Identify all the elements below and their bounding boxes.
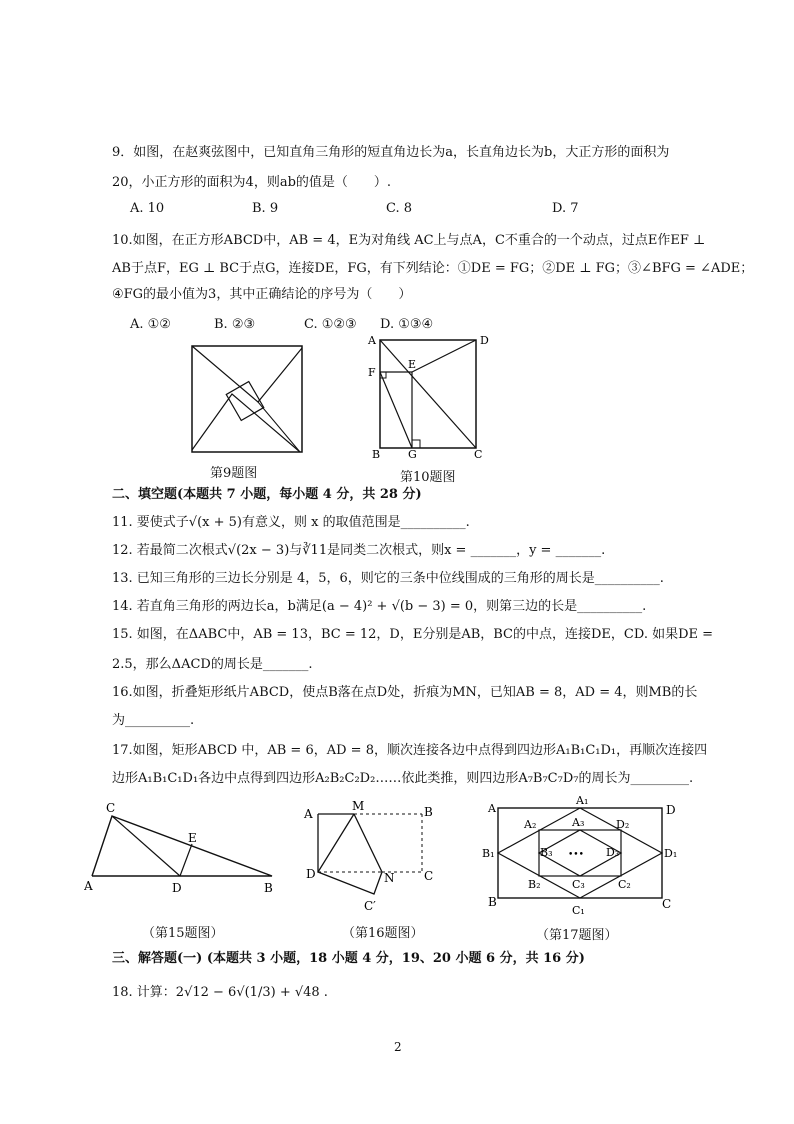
figure-9-caption: 第9题图 (210, 466, 258, 481)
fig17-label-d1: D₁ (664, 847, 678, 860)
fig16-label-b: B (424, 805, 433, 819)
q14: 14. 若直角三角形的两边长a，b满足(a − 4)² + √(b − 3) = 0，则第三边的长是__________. (112, 599, 647, 614)
fig17-label-c2: C₂ (618, 878, 631, 891)
fig17-label-b2: B₂ (528, 878, 541, 891)
fig17-label-d: D (666, 803, 676, 817)
q15-line2: 2.5，那么ΔACD的周长是_______. (112, 657, 313, 672)
q9-option-b: B. 9 (252, 201, 279, 216)
fig16-label-a: A (304, 807, 313, 821)
q10-option-a: A. ①② (130, 317, 171, 332)
figure-10-square (364, 332, 494, 462)
q16-line2: 为__________. (112, 713, 195, 728)
page-number: 2 (394, 1040, 402, 1054)
fig10-label-d: D (480, 334, 489, 347)
q15-line1: 15. 如图，在ΔABC中，AB = 13，BC = 12，D，E分别是AB，BC的中点，连接DE，CD. 如果DE = (112, 627, 714, 642)
fig10-label-b: B (372, 448, 381, 461)
q13: 13. 已知三角形的三边长分别是 4，5，6，则它的三条中位线围成的三角形的周长是__________. (112, 571, 664, 586)
q9-line2: 20，小正方形的面积为4，则ab的值是（ ）. (112, 175, 392, 190)
figure-10-caption: 第10题图 (400, 470, 456, 485)
fig17-label-d2: D₂ (616, 818, 630, 831)
fig10-label-c: C (474, 448, 483, 461)
fig17-label-c1: C₁ (572, 904, 585, 917)
q10-option-c: C. ①②③ (304, 317, 357, 332)
fig10-label-f: F (368, 366, 376, 379)
q11: 11. 要使式子√(x + 5)有意义，则 x 的取值范围是__________. (112, 515, 470, 530)
fig10-label-e: E (408, 358, 417, 371)
q9-option-a: A. 10 (130, 201, 165, 216)
fig15-label-b: B (264, 881, 273, 895)
q10-option-b: B. ②③ (214, 317, 256, 332)
fig17-label-d3: D₃ (606, 846, 620, 859)
section-3-heading: 三、解答题(一) (本题共 3 小题，18 小题 4 分，19、20 小题 6 分，共 16 分) (112, 951, 585, 966)
q18: 18. 计算：2√12 − 6√(1/3) + √48 . (112, 985, 328, 1000)
fig17-label-a3: A₃ (572, 816, 585, 829)
fig16-label-n: N (384, 871, 395, 885)
fig17-label-a2: A₂ (524, 818, 537, 831)
q10-line1: 10.如图，在正方形ABCD中，AB = 4，E为对角线 AC上与点A，C不重合的一个动点，过点E作EF ⊥ (112, 233, 706, 248)
q10-line2: AB于点F，EG ⊥ BC于点G，连接DE，FG，有下列结论：①DE = FG；②DE ⊥ FG；③∠BFG = ∠ADE； (112, 261, 754, 276)
fig16-label-m: M (352, 799, 365, 813)
fig15-label-d: D (172, 881, 182, 895)
fig17-label-b: B (488, 895, 497, 909)
fig10-label-g: G (408, 448, 417, 461)
fig17-label-c: C (662, 897, 672, 911)
q12: 12. 若最简二次根式√(2x − 3)与∛11是同类二次根式，则x = _______，y = _______. (112, 543, 606, 558)
fig17-label-b3: B₃ (540, 846, 553, 859)
fig16-label-c-prime: C′ (364, 899, 376, 913)
fig17-dots: ••• (568, 850, 584, 860)
figure-16-fold (300, 798, 440, 922)
q10-option-d: D. ①③④ (380, 317, 434, 332)
figure-15-caption: （第15题图） (142, 926, 224, 941)
q16-line1: 16.如图，折叠矩形纸片ABCD，使点B落在点D处，折痕为MN，已知AB = 8，AD = 4，则MB的长 (112, 685, 698, 700)
figure-9-zhao-shuang (188, 342, 308, 458)
section-2-heading: 二、填空题(本题共 7 小题，每小题 4 分，共 28 分) (112, 487, 422, 502)
fig15-label-c: C (106, 801, 116, 815)
fig15-label-e: E (188, 831, 197, 845)
fig16-label-c: C (424, 869, 434, 883)
fig17-label-a1: A₁ (576, 794, 589, 807)
figure-15-triangle (84, 800, 284, 900)
q9-line1: 9．如图，在赵爽弦图中，已知直角三角形的短直角边长为a，长直角边长为b，大正方形的面积为 (112, 145, 670, 160)
figure-16-caption: （第16题图） (342, 926, 424, 941)
q10-line3: ④FG的最小值为3，其中正确结论的序号为（ ） (112, 287, 412, 302)
fig15-label-a: A (84, 879, 93, 893)
figure-17-caption: （第17题图） (536, 928, 618, 943)
fig16-label-d: D (306, 867, 316, 881)
q9-option-d: D. 7 (552, 201, 579, 216)
fig10-label-a: A (368, 334, 376, 347)
q17-line1: 17.如图，矩形ABCD 中，AB = 6，AD = 8，顺次连接各边中点得到四边形A₁B₁C₁D₁，再顺次连接四 (112, 743, 708, 758)
fig17-label-c3: C₃ (572, 878, 585, 891)
fig17-label-a: A (488, 802, 496, 815)
q17-line2: 边形A₁B₁C₁D₁各边中点得到四边形A₂B₂C₂D₂……依此类推，则四边形A₇B₇C₇D₇的周长为_________. (112, 771, 694, 786)
fig17-label-b1: B₁ (482, 847, 495, 860)
figure-17-nested-rectangles (480, 794, 686, 918)
q9-option-c: C. 8 (386, 201, 413, 216)
